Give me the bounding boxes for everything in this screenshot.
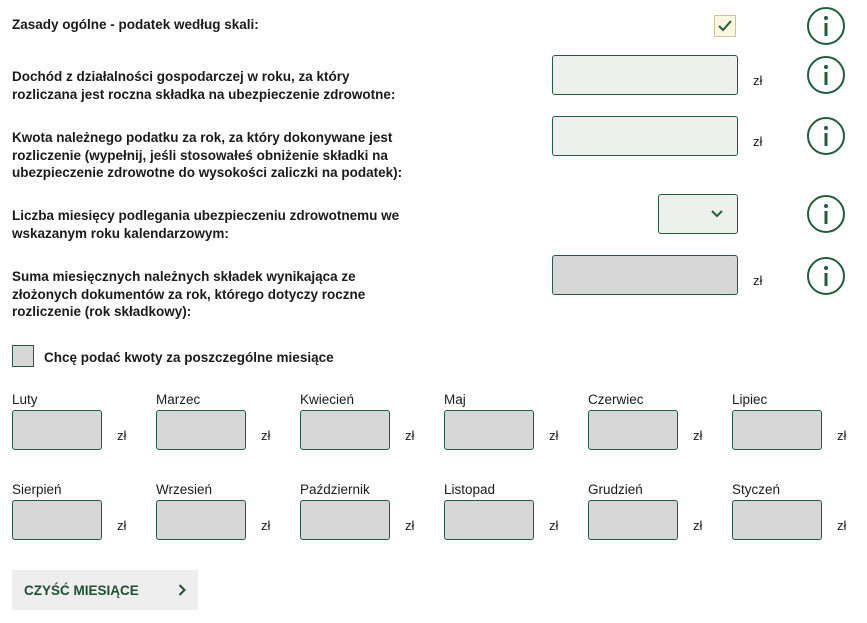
month-unit: zł <box>405 518 415 533</box>
month-input-lipiec[interactable] <box>732 410 822 450</box>
month-label-wrzesien: Wrzesień <box>156 482 213 497</box>
month-label-lipiec: Lipiec <box>732 392 768 407</box>
q5-info-icon[interactable] <box>807 257 845 295</box>
q1-checkbox[interactable] <box>714 15 736 37</box>
month-input-maj[interactable] <box>444 410 534 450</box>
month-unit: zł <box>117 428 127 443</box>
month-label-maj: Maj <box>444 392 466 407</box>
q2-label: Dochód z działalności gospodarczej w roku, za który rozliczana jest roczna składka na ubezpieczenie zdrowotne: <box>12 69 396 102</box>
month-unit: zł <box>261 518 271 533</box>
q5-unit: zł <box>753 273 763 288</box>
q4-label: Liczba miesięcy podlegania ubezpieczeniu zdrowotnemu we wskazanym roku kalendarzowym: <box>12 208 400 241</box>
month-input-sierpien[interactable] <box>12 500 102 540</box>
month-unit: zł <box>837 518 847 533</box>
q2-income-input[interactable] <box>552 55 738 95</box>
month-label-listopad: Listopad <box>444 482 496 497</box>
monthly-checkbox-label[interactable]: Chcę podać kwoty za poszczególne miesiące <box>44 350 334 365</box>
month-label-luty: Luty <box>12 392 38 407</box>
month-input-grudzien[interactable] <box>588 500 678 540</box>
chevron-right-icon <box>178 584 186 596</box>
q3-label: Kwota należnego podatku za rok, za który dokonywane jest rozliczenie (wypełnij, jeśli stosowałeś obniżenie składki na ubezpieczenie zdrowotne do wysokości zaliczki na podatek): <box>12 130 403 180</box>
monthly-checkbox[interactable] <box>12 345 34 367</box>
q4-info-icon[interactable] <box>807 195 845 233</box>
q2-unit: zł <box>753 73 763 88</box>
q2-info-icon[interactable] <box>807 56 845 94</box>
month-unit: zł <box>693 518 703 533</box>
q1-info-icon[interactable] <box>807 7 845 45</box>
month-label-sierpien: Sierpień <box>12 482 62 497</box>
q4-months-select[interactable] <box>658 194 738 234</box>
month-label-styczen: Styczeń <box>732 482 781 497</box>
chevron-down-icon <box>711 210 723 218</box>
month-label-grudzien: Grudzień <box>588 482 643 497</box>
month-unit: zł <box>693 428 703 443</box>
month-input-marzec[interactable] <box>156 410 246 450</box>
month-input-kwiecien[interactable] <box>300 410 390 450</box>
month-label-kwiecien: Kwiecień <box>300 392 355 407</box>
q5-label: Suma miesięcznych należnych składek wynikająca ze złożonych dokumentów za rok, którego dotyczy roczne rozliczenie (rok składkowy): <box>12 269 366 319</box>
month-input-czerwiec[interactable] <box>588 410 678 450</box>
q3-info-icon[interactable] <box>807 117 845 155</box>
month-input-pazdziernik[interactable] <box>300 500 390 540</box>
month-label-pazdziernik: Październik <box>300 482 370 497</box>
month-unit: zł <box>405 428 415 443</box>
month-label-czerwiec: Czerwiec <box>588 392 644 407</box>
month-unit: zł <box>837 428 847 443</box>
month-unit: zł <box>261 428 271 443</box>
clear-months-button[interactable] <box>12 570 198 610</box>
checkmark-icon <box>717 19 733 33</box>
month-label-marzec: Marzec <box>156 392 201 407</box>
month-input-luty[interactable] <box>12 410 102 450</box>
month-unit: zł <box>549 428 559 443</box>
month-input-wrzesien[interactable] <box>156 500 246 540</box>
month-input-styczen[interactable] <box>732 500 822 540</box>
q1-label: Zasady ogólne - podatek według skali: <box>12 17 259 32</box>
clear-months-label: CZYŚĆ MIESIĄCE <box>24 582 139 598</box>
q5-sum-input[interactable] <box>552 255 738 295</box>
month-unit: zł <box>117 518 127 533</box>
q3-unit: zł <box>753 134 763 149</box>
q3-tax-input[interactable] <box>552 116 738 156</box>
month-input-listopad[interactable] <box>444 500 534 540</box>
month-unit: zł <box>549 518 559 533</box>
